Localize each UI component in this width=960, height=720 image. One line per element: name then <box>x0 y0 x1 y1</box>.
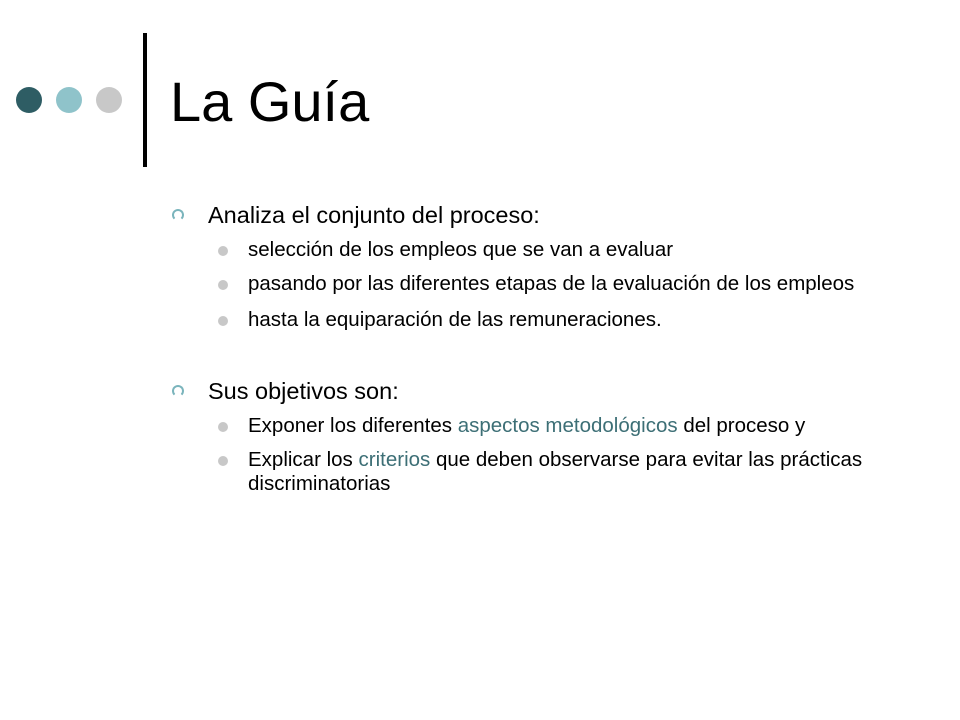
dot-bullet-icon <box>218 456 228 466</box>
dot-bullet-icon <box>218 246 228 256</box>
list-item <box>248 308 872 332</box>
dot-bullet-icon <box>218 280 228 290</box>
list-item <box>248 238 872 262</box>
ring-bullet-icon <box>172 209 184 221</box>
list-item-text: Explicar los criterios que deben observarse para evitar las prácticas discriminatorias <box>248 448 863 495</box>
list-item-text: hasta la equiparación de las remuneraciones. <box>248 308 662 331</box>
section-heading-text: Analiza el conjunto del proceso: <box>208 202 540 228</box>
section-heading <box>172 376 872 406</box>
slide-body <box>172 200 872 496</box>
highlighted-term: aspectos metodológicos <box>457 414 678 437</box>
list-item-text: pasando por las diferentes etapas de la evaluación de los empleos <box>248 272 855 295</box>
list-item <box>248 272 872 296</box>
section-heading <box>172 200 872 230</box>
title-divider <box>143 33 147 167</box>
section-heading-text: Sus objetivos son: <box>208 378 399 404</box>
grey-dot-icon <box>96 87 122 113</box>
list-item-text: Exponer los diferentes aspectos metodológicos del proceso y <box>248 414 806 437</box>
dot-bullet-icon <box>218 316 228 326</box>
list-item <box>248 448 872 496</box>
highlighted-term: criterios <box>358 448 431 471</box>
dark-dot-icon <box>16 87 42 113</box>
list-item-text: selección de los empleos que se van a evaluar <box>248 238 674 261</box>
light-dot-icon <box>56 87 82 113</box>
slide-title: La Guía <box>170 70 370 133</box>
ring-bullet-icon <box>172 385 184 397</box>
list-item <box>248 414 872 438</box>
dot-bullet-icon <box>218 422 228 432</box>
